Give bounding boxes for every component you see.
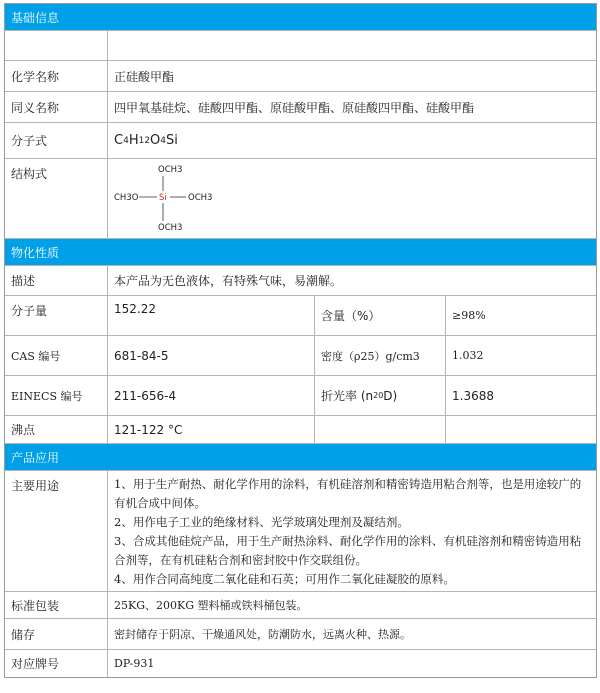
structure-diagram [108, 159, 596, 238]
usage-item: 3、合成其他硅烷产品，用于生产耐热涂料、耐化学作用的涂料、有机硅溶剂和精密铸造用粘合剂等，在有机硅粘合剂和密封胶中作交联组份。 [114, 534, 582, 567]
usage-item: 1、用于生产耐热、耐化学作用的涂料，有机硅溶剂和精密铸造用粘合剂等，也是用途较广的有机合成中间体。 [114, 477, 582, 510]
row-value: 本产品为无色液体，有特殊气味，易潮解。 [114, 274, 343, 288]
row-key: 含量（%） [315, 296, 446, 335]
row-key: CAS 编号 [5, 336, 108, 375]
spec-table [4, 3, 597, 678]
row-key: EINECS 编号 [5, 376, 108, 415]
row-key: 主要用途 [5, 471, 108, 591]
row-value: 1.3688 [452, 388, 494, 403]
row-value: ≥98% [452, 309, 486, 322]
table-row [5, 266, 596, 296]
table-row [5, 31, 596, 61]
row-key: 描述 [5, 266, 108, 295]
empty-cell [446, 416, 596, 443]
section-header-application [5, 444, 596, 471]
usage-list [108, 471, 596, 591]
table-row [5, 471, 596, 592]
usage-item: 4、用作合同高纯度二氧化硅和石英；可用作二氧化硅凝胶的原料。 [114, 572, 455, 586]
row-value [108, 31, 596, 60]
row-value: 25KG、200KG 塑料桶或铁料桶包装。 [114, 599, 308, 612]
row-key: 标准包装 [5, 592, 108, 618]
row-value: 681-84-5 [108, 336, 315, 375]
structure-top-group: OCH3 [158, 164, 183, 175]
usage-item: 2、用作电子工业的绝缘材料、光学玻璃处理剂及凝结剂。 [114, 515, 409, 529]
row-value: 四甲氧基硅烷、硅酸四甲酯、原硅酸甲酯、原硅酸四甲酯、硅酸甲酯 [114, 100, 475, 115]
section-header-basic [5, 4, 596, 31]
row-value: 密封储存于阴凉、干燥通风处，防潮防水，远离火种、热源。 [114, 628, 411, 641]
structure-formula-image [114, 160, 234, 238]
structure-right-group: OCH3 [188, 192, 213, 203]
row-key: 折光率 (n 20 D) [315, 376, 446, 415]
row-key: 对应牌号 [5, 650, 108, 677]
structure-left-group: CH3O [114, 192, 139, 203]
section-title: 基础信息 [11, 10, 60, 25]
row-key: 结构式 [5, 159, 108, 238]
row-value: 121-122 °C [108, 416, 315, 443]
row-value: DP-931 [114, 657, 155, 670]
table-row [5, 92, 596, 123]
table-row [5, 376, 596, 416]
row-key: 同义名称 [5, 92, 108, 122]
row-key: 密度（ρ25）g/cm3 [315, 336, 446, 375]
table-row [5, 592, 596, 619]
row-key [5, 31, 108, 60]
row-value: 1.032 [452, 349, 484, 362]
row-key: 分子式 [5, 123, 108, 158]
section-header-physchem [5, 239, 596, 266]
row-value: 正硅酸甲酯 [114, 69, 175, 84]
row-value: 152.22 [108, 296, 315, 335]
section-title: 物化性质 [11, 245, 60, 260]
table-row [5, 336, 596, 376]
table-row [5, 619, 596, 650]
table-row [5, 650, 596, 677]
molecular-formula: C 4 H 12 O 4 Si [114, 133, 178, 148]
section-title: 产品应用 [11, 450, 60, 465]
table-row [5, 416, 596, 444]
row-value: 211-656-4 [108, 376, 315, 415]
row-key: 分子量 [5, 296, 108, 335]
row-key: 沸点 [5, 416, 108, 443]
structure-bottom-group: OCH3 [158, 222, 183, 233]
table-row [5, 296, 596, 336]
table-row [5, 61, 596, 92]
table-row [5, 159, 596, 239]
row-key: 储存 [5, 619, 108, 649]
structure-center-atom: Si [159, 192, 167, 203]
table-row [5, 123, 596, 159]
row-key: 化学名称 [5, 61, 108, 91]
empty-cell [315, 416, 446, 443]
